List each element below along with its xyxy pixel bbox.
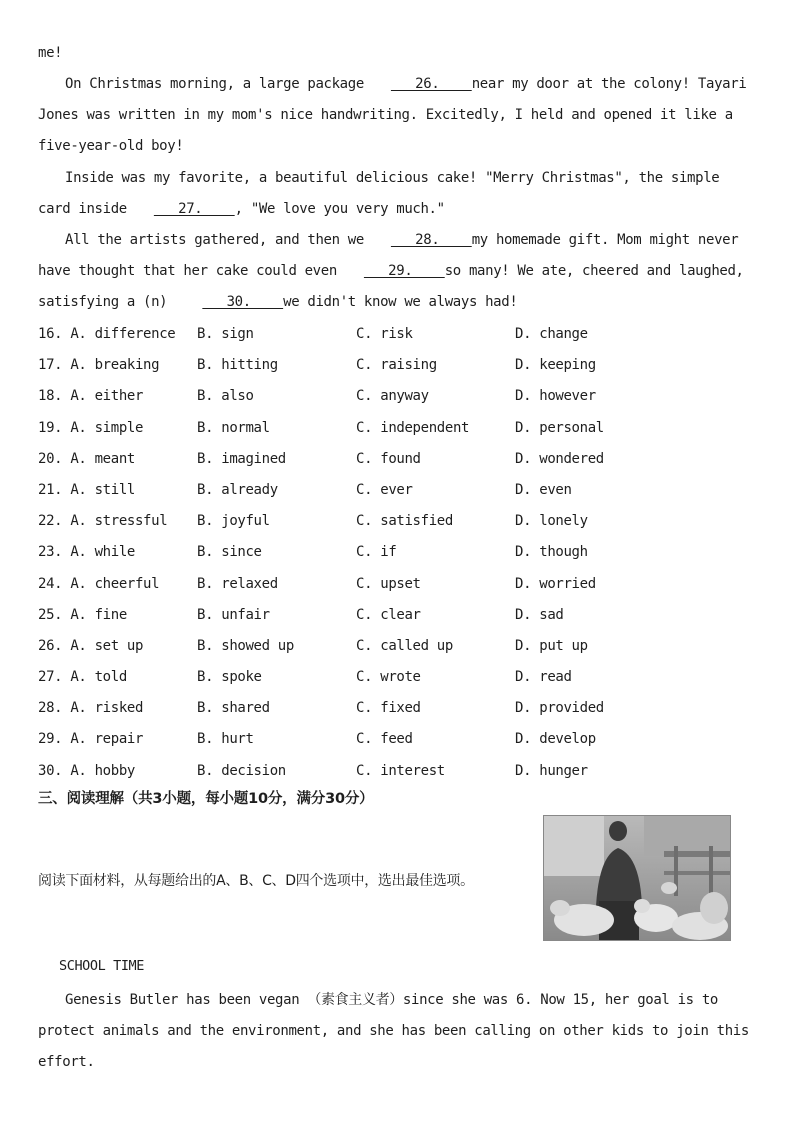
question-number-option-a: 23. A. while — [38, 544, 135, 561]
option-b: B. relaxed — [197, 575, 278, 592]
option-b: B. already — [197, 481, 278, 498]
option-b: B. spoke — [197, 669, 262, 686]
question-number-option-a: 27. A. told — [38, 669, 127, 686]
option-c: C. risk — [356, 326, 413, 342]
option-d: D. however — [515, 388, 596, 405]
p2-text-before: Inside was my favorite, a beautiful delicious cake! "Merry Christmas", the simple card inside — [38, 170, 720, 217]
section-heading: 三、阅读理解（共3小题，每小题10分，满分30分） — [38, 791, 374, 807]
option-b: B. imagined — [197, 450, 286, 467]
question-number-option-a: 17. A. breaking — [38, 357, 160, 374]
question-row — [38, 444, 758, 475]
girl-with-rabbits-photo — [543, 815, 731, 941]
option-d: D. change — [515, 326, 588, 342]
p1-text-after: near my door at the colony! Tayari Jones was written in my mom's nice handwriting. Excitedly, I held and opened it like a five-year-old boy! — [38, 76, 747, 154]
question-row — [38, 537, 758, 568]
option-d: D. develop — [515, 731, 596, 748]
option-d: D. hunger — [515, 762, 588, 779]
option-c: C. clear — [356, 606, 421, 623]
option-d: D. lonely — [515, 513, 588, 530]
question-number-option-a: 20. A. meant — [38, 450, 135, 467]
question-row — [38, 631, 758, 662]
question-row — [38, 381, 758, 412]
question-row — [38, 475, 758, 506]
option-d: D. keeping — [515, 357, 596, 374]
option-d: D. worried — [515, 575, 596, 592]
option-b: B. joyful — [197, 513, 270, 530]
option-d: D. provided — [515, 700, 604, 717]
option-c: C. upset — [356, 575, 421, 592]
p3-text-1: All the artists gathered, and then we — [65, 232, 364, 248]
blank-26: 26. — [390, 76, 472, 92]
question-row — [38, 600, 758, 631]
blank-29: 29. — [363, 263, 445, 279]
p1-text-before: On Christmas morning, a large package — [65, 76, 364, 92]
question-row — [38, 662, 758, 693]
question-number-option-a: 29. A. repair — [38, 731, 144, 748]
blank-27: 27. — [153, 201, 235, 217]
option-d: D. personal — [515, 419, 604, 436]
option-c: C. ever — [356, 481, 413, 498]
option-b: B. hitting — [197, 357, 278, 374]
article-title: SCHOOL TIME — [59, 958, 145, 974]
question-number-option-a: 16. A. difference — [38, 326, 176, 342]
passage-paragraph-1 — [38, 69, 758, 162]
article-paragraph: Genesis Butler has been vegan （素食主义者）since she was 6. Now 15, her goal is to protect animals and the environment, and she has been calling on other kids to join this effort. — [38, 992, 749, 1070]
blank-30: 30. — [202, 294, 284, 310]
question-row — [38, 569, 758, 600]
option-d: D. though — [515, 544, 588, 561]
option-c: C. fixed — [356, 700, 421, 717]
question-number-option-a: 24. A. cheerful — [38, 575, 160, 592]
question-number-option-a: 19. A. simple — [38, 419, 144, 436]
passage-paragraph-3 — [38, 225, 758, 318]
option-b: B. since — [197, 544, 262, 561]
p2-text-after: , "We love you very much." — [234, 201, 445, 217]
question-number-option-a: 18. A. either — [38, 388, 144, 405]
option-d: D. wondered — [515, 450, 604, 467]
option-c: C. raising — [356, 357, 437, 374]
option-c: C. feed — [356, 731, 413, 748]
option-d: D. read — [515, 669, 572, 686]
passage-paragraph-2 — [38, 163, 758, 225]
blank-28: 28. — [390, 232, 472, 248]
question-number-option-a: 22. A. stressful — [38, 513, 168, 530]
question-number-option-a: 30. A. hobby — [38, 762, 135, 779]
p3-text-3: so many! We ate, cheered and laughed, satisfying a (n) — [38, 263, 744, 310]
question-number-option-a: 28. A. risked — [38, 700, 144, 717]
option-b: B. decision — [197, 762, 286, 779]
option-c: C. called up — [356, 637, 453, 654]
option-b: B. hurt — [197, 731, 254, 748]
option-d: D. even — [515, 481, 572, 498]
question-row — [38, 724, 758, 755]
option-c: C. interest — [356, 762, 445, 779]
section-instruction: 阅读下面材料，从每题给出的A、B、C、D四个选项中，选出最佳选项。 — [38, 873, 474, 889]
question-row — [38, 693, 758, 724]
p3-text-4: we didn't know we always had! — [283, 294, 518, 310]
option-c: C. independent — [356, 419, 470, 436]
question-row — [38, 506, 758, 537]
option-b: B. shared — [197, 700, 270, 717]
option-c: C. satisfied — [356, 513, 453, 530]
option-c: C. found — [356, 450, 421, 467]
option-d: D. sad — [515, 606, 564, 623]
question-row — [38, 350, 758, 381]
passage-line-top: me! — [38, 45, 63, 61]
option-b: B. normal — [197, 419, 270, 436]
question-row — [38, 319, 758, 350]
question-row — [38, 756, 758, 787]
question-row — [38, 413, 758, 444]
question-number-option-a: 26. A. set up — [38, 637, 144, 654]
option-c: C. wrote — [356, 669, 421, 686]
option-c: C. if — [356, 544, 397, 561]
question-number-option-a: 25. A. fine — [38, 606, 127, 623]
option-b: B. sign — [197, 326, 254, 342]
answer-options-list — [38, 319, 758, 787]
option-b: B. unfair — [197, 606, 270, 623]
option-b: B. showed up — [197, 637, 294, 654]
p3-text-2: my homemade gift. Mom might never have thought that her cake could even — [38, 232, 739, 279]
option-b: B. also — [197, 388, 254, 405]
option-c: C. anyway — [356, 388, 429, 405]
option-d: D. put up — [515, 637, 588, 654]
question-number-option-a: 21. A. still — [38, 481, 135, 498]
